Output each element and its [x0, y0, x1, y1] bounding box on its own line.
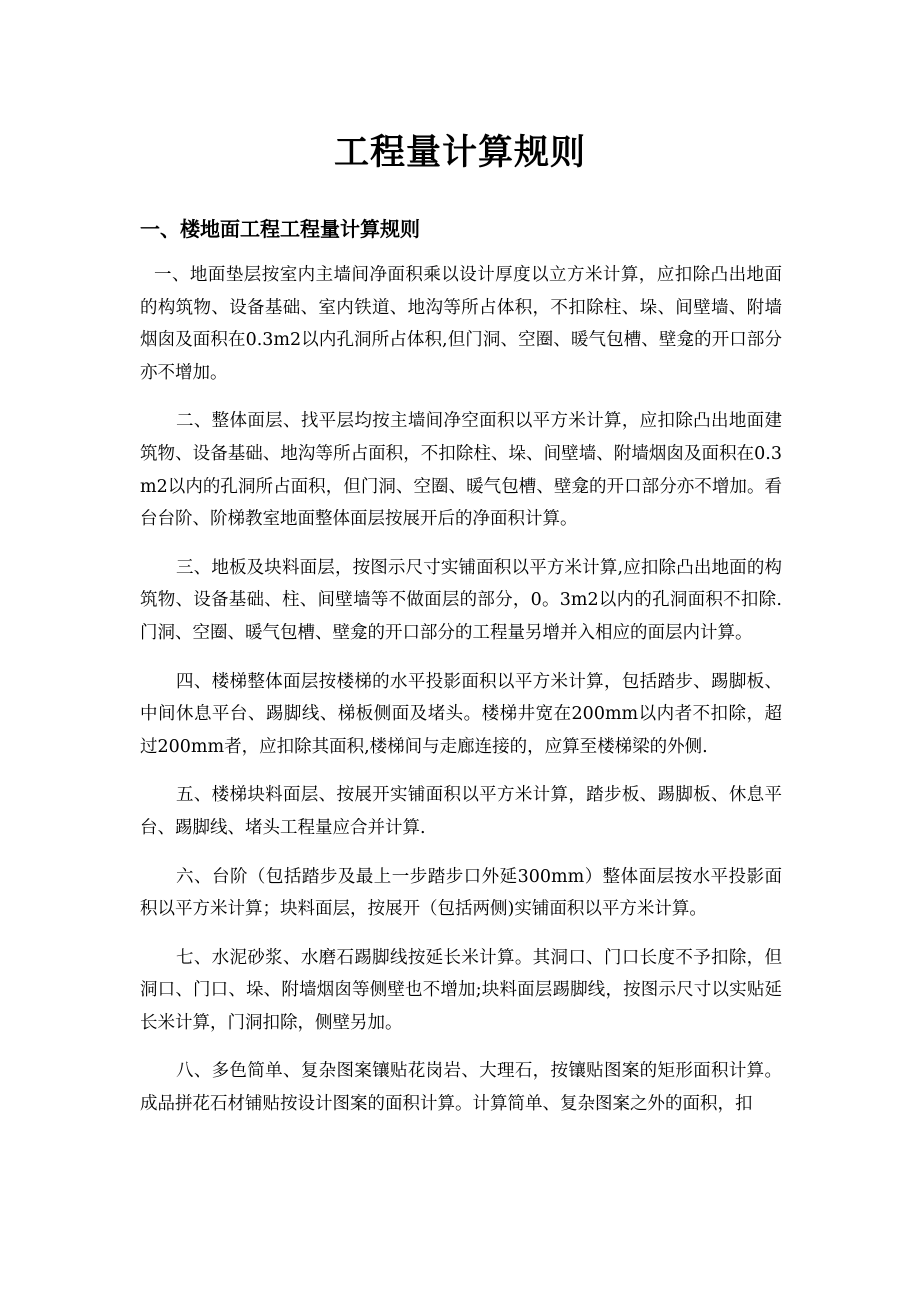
paragraph-7: 七、水泥砂浆、水磨石踢脚线按延长米计算。其洞口、门口长度不予扣除，但洞口、门口、垛、附墙烟囱等侧壁也不增加;块料面层踢脚线，按图示尺寸以实贴延长米计算，门洞扣除，侧壁另加。 — [140, 947, 782, 1033]
paragraph-6: 六、台阶（包括踏步及最上一步踏步口外延300mm）整体面层按水平投影面积以平方米计算；块料面层，按展开（包括两侧)实铺面积以平方米计算。 — [140, 866, 782, 920]
paragraph-5: 五、楼梯块料面层、按展开实铺面积以平方米计算，踏步板、踢脚板、休息平台、踢脚线、堵头工程量应合并计算. — [140, 785, 782, 838]
paragraph-2: 二、整体面层、找平层均按主墙间净空面积以平方米计算，应扣除凸出地面建筑物、设备基础、地沟等所占面积，不扣除柱、垛、间壁墙、附墙烟囱及面积在0.3m2以内的孔洞所占面积，但门洞、空圈、暖气包槽、壁龛的开口部分亦不增加。看台台阶、阶梯教室地面整体面层按展开后的净面积计算。 — [140, 411, 782, 530]
document-body — [140, 259, 782, 1121]
document-title: 工程量计算规则 — [333, 132, 586, 173]
paragraph-1: 一、地面垫层按室内主墙间净面积乘以设计厚度以立方米计算，应扣除凸出地面的构筑物、设备基础、室内铁道、地沟等所占体积，不扣除柱、垛、间壁墙、附墙烟囱及面积在0.3m2以内孔洞所占体积,但门洞、空圈、暖气包槽、壁龛的开口部分亦不增加。 — [140, 265, 782, 383]
section-heading: 一、楼地面工程工程量计算规则 — [140, 217, 420, 241]
paragraph-4: 四、楼梯整体面层按楼梯的水平投影面积以平方米计算，包括踏步、踢脚板、中间休息平台、踢脚线、梯板侧面及堵头。楼梯井宽在200mm以内者不扣除，超过200mm者，应扣除其面积,楼梯间与走廊连接的，应算至楼梯梁的外侧. — [140, 671, 782, 757]
paragraph-8: 八、多色简单、复杂图案镶贴花岗岩、大理石，按镶贴图案的矩形面积计算。成品拼花石材铺贴按设计图案的面积计算。计算简单、复杂图案之外的面积，扣 — [140, 1061, 782, 1115]
paragraph-3: 三、地板及块料面层，按图示尺寸实铺面积以平方米计算,应扣除凸出地面的构筑物、设备基础、柱、间壁墙等不做面层的部分，0。3m2以内的孔洞面积不扣除.门洞、空圈、暖气包槽、壁龛的开口部分的工程量另增并入相应的面层内计算。 — [140, 557, 782, 643]
